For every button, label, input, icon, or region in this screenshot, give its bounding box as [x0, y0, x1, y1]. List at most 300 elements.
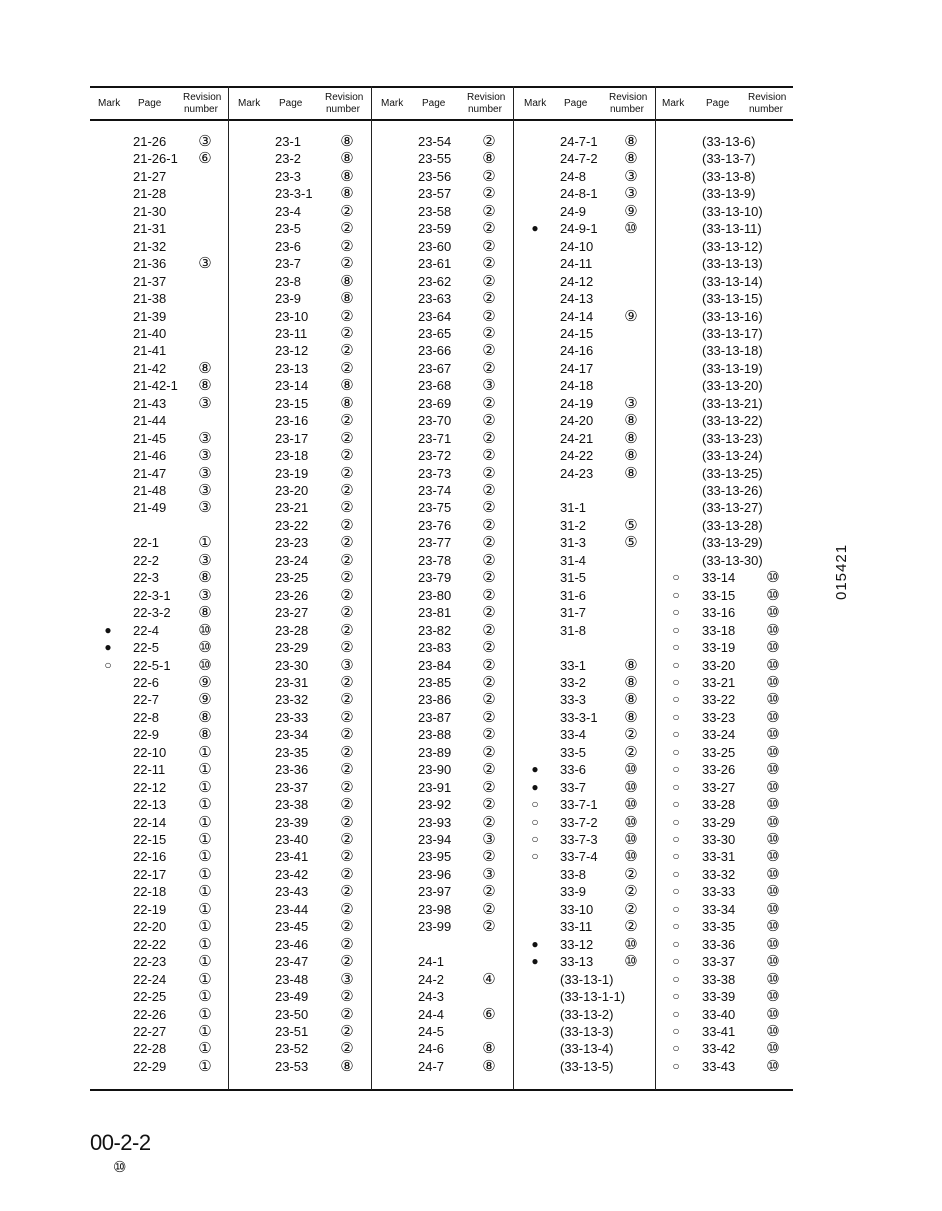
revision-number-cell: ⑩ — [624, 813, 638, 831]
revision-number-cell: ② — [482, 761, 496, 779]
revision-number-cell: ② — [482, 639, 496, 657]
page-cell: 24-1 — [418, 954, 445, 970]
table-row — [90, 499, 228, 516]
table-row — [514, 517, 652, 534]
page-cell: 24-9-1 — [560, 221, 598, 237]
page-cell: 23-70 — [418, 413, 452, 429]
page-cell: (33-13-21) — [702, 395, 763, 411]
table-row — [514, 220, 652, 237]
table-row — [656, 848, 794, 865]
page-cell: 23-64 — [418, 308, 452, 324]
table-row — [90, 1040, 228, 1057]
table-row — [656, 377, 794, 394]
table-row — [372, 220, 510, 237]
page-cell: 24-11 — [560, 256, 593, 272]
table-row — [229, 726, 367, 743]
revision-number-cell: ⑩ — [766, 1022, 780, 1040]
table-row — [229, 639, 367, 656]
revision-number-cell: ⑩ — [624, 761, 638, 779]
revision-number-cell: ② — [482, 604, 496, 622]
table-row — [90, 290, 228, 307]
revision-number-cell: ⑧ — [624, 429, 638, 447]
table-row — [372, 517, 510, 534]
page-cell: (33-13-18) — [702, 343, 763, 359]
table-row — [656, 587, 794, 604]
table-row — [229, 988, 367, 1005]
revision-number-cell: ② — [482, 778, 496, 796]
open-circle-mark-icon: ○ — [104, 657, 112, 672]
revision-number-cell: ③ — [198, 447, 212, 465]
table-row — [514, 360, 652, 377]
open-circle-mark-icon: ○ — [672, 674, 680, 689]
page-cell: 23-13 — [275, 360, 309, 376]
revision-number-cell: ⑩ — [624, 796, 638, 814]
page-cell: 22-20 — [133, 919, 167, 935]
page-cell: 21-41 — [133, 343, 167, 359]
table-row — [656, 534, 794, 551]
page-cell: (33-13-17) — [702, 325, 763, 341]
revision-number-cell: ⑩ — [624, 220, 638, 238]
page-cell: 22-22 — [133, 936, 167, 952]
revision-number-cell: ② — [482, 848, 496, 866]
table-row — [514, 866, 652, 883]
page-cell: 23-93 — [418, 814, 452, 830]
header-top-rule — [90, 86, 793, 88]
table-row — [229, 814, 367, 831]
page-cell: 33-7 — [560, 779, 587, 795]
table-row — [229, 133, 367, 150]
table-row — [229, 901, 367, 918]
page-cell: 33-24 — [702, 727, 736, 743]
table-row — [372, 674, 510, 691]
table-row — [514, 918, 652, 935]
open-circle-mark-icon: ○ — [672, 744, 680, 759]
page-cell: 21-27 — [133, 168, 167, 184]
page-cell: 21-37 — [133, 273, 167, 289]
table-row — [229, 657, 367, 674]
revision-number-cell: ⑧ — [198, 359, 212, 377]
page-cell: 21-45 — [133, 430, 167, 446]
page-cell: 23-12 — [275, 343, 309, 359]
revision-number-cell: ② — [340, 761, 354, 779]
page-cell: 23-83 — [418, 640, 452, 656]
table-row — [229, 499, 367, 516]
page-cell: 21-46 — [133, 448, 167, 464]
page-cell: 23-77 — [418, 535, 452, 551]
page-cell: 23-33 — [275, 709, 309, 725]
table-row — [372, 430, 510, 447]
table-row — [90, 953, 228, 970]
table-row — [372, 604, 510, 621]
page-cell: 23-20 — [275, 483, 309, 498]
table-row — [656, 325, 794, 342]
page-cell: 33-7-4 — [560, 849, 598, 865]
table-row — [656, 657, 794, 674]
table-row — [372, 988, 510, 1005]
page-cell: 21-28 — [133, 186, 167, 202]
revision-number-cell: ② — [340, 708, 354, 726]
table-row — [372, 1023, 510, 1040]
table-row — [90, 691, 228, 708]
revision-number-cell: ① — [198, 970, 212, 988]
revision-number-cell: ② — [482, 167, 496, 185]
open-circle-mark-icon: ○ — [672, 1058, 680, 1073]
revision-number-cell: ② — [482, 621, 496, 639]
revision-number-cell: ⑧ — [482, 1040, 496, 1058]
open-circle-mark-icon: ○ — [672, 587, 680, 602]
page-cell: 22-25 — [133, 989, 167, 1005]
header-page-label: Page — [138, 98, 162, 109]
revision-number-cell: ② — [340, 813, 354, 831]
filled-circle-mark-icon: ● — [531, 221, 539, 236]
page-cell: (33-13-3) — [560, 1023, 614, 1039]
revision-number-cell: ③ — [624, 185, 638, 203]
table-row — [656, 430, 794, 447]
revision-number-cell: ⑩ — [624, 831, 638, 848]
page-cell: 21-42-1 — [133, 378, 178, 394]
filled-circle-mark-icon: ● — [104, 622, 112, 637]
revision-number-cell: ⑧ — [198, 604, 212, 622]
page-cell: 33-41 — [702, 1023, 736, 1039]
revision-number-cell: ③ — [198, 551, 212, 569]
revision-number-cell: ⑩ — [766, 988, 780, 1006]
revision-number-cell: ② — [340, 1022, 354, 1040]
page-cell: 22-3-1 — [133, 587, 171, 603]
table-row — [514, 622, 652, 639]
page-cell: 23-43 — [275, 884, 309, 900]
table-row — [229, 395, 367, 412]
revision-number-cell: ⑧ — [624, 691, 638, 709]
revision-number-cell: ⑧ — [340, 1057, 354, 1075]
table-row — [90, 168, 228, 185]
revision-number-cell: ② — [482, 516, 496, 534]
page-cell: (33-13-13) — [702, 256, 763, 272]
page-cell: 23-48 — [275, 971, 309, 987]
table-row — [372, 185, 510, 202]
page-cell: 23-29 — [275, 640, 309, 656]
page-cell: 24-13 — [560, 291, 594, 307]
revision-number-cell: ① — [198, 865, 212, 883]
table-row — [229, 866, 367, 883]
table-row — [514, 953, 652, 970]
revision-number-cell: ② — [482, 673, 496, 691]
open-circle-mark-icon: ○ — [672, 936, 680, 951]
table-row — [514, 342, 652, 359]
revision-number-cell: ② — [340, 586, 354, 604]
page-cell: (33-13-6) — [702, 134, 756, 149]
table-row — [229, 622, 367, 639]
page-cell: 33-7-3 — [560, 832, 598, 847]
table-row — [229, 744, 367, 761]
revision-number-cell: ⑩ — [766, 586, 780, 604]
page-cell: 33-20 — [702, 657, 736, 673]
table-row — [90, 587, 228, 604]
table-row — [90, 377, 228, 394]
table-row — [229, 203, 367, 220]
revision-number-cell: ⑩ — [624, 953, 638, 971]
revision-number-cell: ② — [340, 1005, 354, 1023]
table-row — [90, 220, 228, 237]
filled-circle-mark-icon: ● — [531, 936, 539, 951]
page-cell: 23-5 — [275, 221, 302, 237]
open-circle-mark-icon: ○ — [672, 814, 680, 829]
open-circle-mark-icon: ○ — [672, 797, 680, 812]
page-cell: 24-23 — [560, 465, 594, 481]
table-row — [372, 447, 510, 464]
page-cell: 23-84 — [418, 657, 452, 673]
table-row — [90, 936, 228, 953]
table-row — [229, 918, 367, 935]
page-cell: 21-38 — [133, 291, 167, 307]
page-cell: 33-15 — [702, 587, 736, 603]
table-row — [229, 848, 367, 865]
table-row — [229, 482, 367, 499]
header-page-label: Page — [279, 98, 303, 109]
revision-number-cell: ⑥ — [482, 1005, 496, 1023]
page-cell: 23-81 — [418, 605, 452, 621]
table-row — [90, 639, 228, 656]
table-row — [656, 168, 794, 185]
revision-number-cell: ⑩ — [766, 778, 780, 796]
page-cell: 33-23 — [702, 709, 736, 725]
page-cell: 23-31 — [275, 674, 309, 690]
table-row — [514, 691, 652, 708]
page-cell: 33-19 — [702, 640, 736, 656]
table-row — [514, 447, 652, 464]
page-cell: 23-1 — [275, 134, 302, 149]
page-cell: 23-6 — [275, 238, 302, 254]
revision-number-cell: ④ — [482, 970, 496, 988]
table-row — [514, 534, 652, 551]
revision-number-cell: ⑩ — [766, 673, 780, 691]
revision-number-cell: ⑧ — [340, 377, 354, 395]
table-row — [514, 831, 652, 848]
table-row — [514, 1040, 652, 1057]
table-row — [656, 308, 794, 325]
revision-number-cell: ⑩ — [198, 639, 212, 657]
revision-number-cell: ② — [482, 220, 496, 238]
page-cell: (33-13-14) — [702, 273, 763, 289]
revision-number-cell: ⑩ — [766, 865, 780, 883]
revision-number-cell: ② — [340, 412, 354, 430]
revision-number-cell: ⑩ — [766, 726, 780, 744]
page-cell: 23-86 — [418, 692, 452, 708]
header-mark-label: Mark — [381, 98, 404, 109]
table-row — [229, 953, 367, 970]
page-cell: 23-80 — [418, 587, 452, 603]
page-cell: 23-27 — [275, 605, 309, 621]
table-row — [514, 901, 652, 918]
table-row — [514, 552, 652, 569]
revision-number-cell: ② — [340, 220, 354, 238]
page-cell: (33-13-26) — [702, 483, 763, 498]
page-cell: 22-15 — [133, 832, 167, 847]
table-row — [90, 901, 228, 918]
table-row — [656, 342, 794, 359]
filled-circle-mark-icon: ● — [531, 779, 539, 794]
table-row — [656, 517, 794, 534]
table-row — [372, 150, 510, 167]
revision-number-cell: ② — [482, 796, 496, 814]
table-row — [229, 308, 367, 325]
page-cell: 23-17 — [275, 430, 309, 446]
page-cell: 23-63 — [418, 291, 452, 307]
page-cell: 23-35 — [275, 744, 309, 760]
page-cell: 23-78 — [418, 552, 452, 568]
table-row — [372, 639, 510, 656]
table-row — [514, 238, 652, 255]
page-cell: 23-61 — [418, 256, 452, 272]
table-row — [229, 674, 367, 691]
page-cell: 24-7-2 — [560, 151, 598, 167]
table-row — [656, 1006, 794, 1023]
table-row — [90, 255, 228, 272]
table-row — [90, 185, 228, 202]
page-cell: 24-18 — [560, 378, 594, 394]
table-row — [372, 848, 510, 865]
revision-number-cell: ① — [198, 831, 212, 848]
page-cell: 22-1 — [133, 535, 160, 551]
table-row — [514, 709, 652, 726]
revision-number-cell: ② — [340, 464, 354, 482]
table-row — [372, 133, 510, 150]
page-cell: 23-57 — [418, 186, 452, 202]
page-cell: 21-39 — [133, 308, 167, 324]
open-circle-mark-icon: ○ — [672, 989, 680, 1004]
page-cell: 22-27 — [133, 1023, 167, 1039]
page-cell: 33-14 — [702, 570, 736, 586]
page-cell: 24-7 — [418, 1058, 445, 1074]
revision-number-cell: ⑤ — [624, 516, 638, 534]
page-cell: (33-13-1-1) — [560, 989, 626, 1005]
revision-number-cell: ⑧ — [340, 290, 354, 308]
page-cell: 23-8 — [275, 273, 302, 289]
page-cell: 24-16 — [560, 343, 594, 359]
table-row — [656, 674, 794, 691]
table-row — [90, 744, 228, 761]
revision-number-cell: ① — [198, 848, 212, 866]
page-cell: 21-26 — [133, 134, 167, 149]
table-row — [229, 1040, 367, 1057]
revision-number-cell: ② — [340, 743, 354, 761]
page-cell: 33-28 — [702, 797, 736, 813]
page-cell: 24-14 — [560, 308, 594, 324]
page-cell: 22-17 — [133, 866, 167, 882]
table-row — [229, 517, 367, 534]
page-cell: 23-99 — [418, 919, 452, 935]
table-row — [90, 726, 228, 743]
table-row — [656, 360, 794, 377]
revision-number-cell: ③ — [198, 133, 212, 150]
revision-number-cell: ② — [624, 900, 638, 918]
table-row — [229, 465, 367, 482]
page-cell: 23-45 — [275, 919, 309, 935]
page-cell: 23-38 — [275, 797, 309, 813]
page-cell: 23-98 — [418, 901, 452, 917]
table-row — [229, 971, 367, 988]
table-row — [90, 988, 228, 1005]
open-circle-mark-icon: ○ — [672, 1006, 680, 1021]
page-cell: 22-28 — [133, 1041, 167, 1057]
page-cell: 23-11 — [275, 325, 308, 341]
revision-number-cell: ① — [198, 534, 212, 552]
table-row — [514, 465, 652, 482]
header-revision-number-label: number — [610, 104, 644, 115]
table-row — [514, 988, 652, 1005]
revision-number-cell: ⑧ — [340, 150, 354, 168]
page-cell: 21-30 — [133, 203, 167, 219]
table-row — [372, 273, 510, 290]
page-cell: 23-97 — [418, 884, 452, 900]
table-row — [656, 395, 794, 412]
table-row — [656, 1040, 794, 1057]
revision-number-cell: ⑩ — [766, 1040, 780, 1058]
table-row — [229, 255, 367, 272]
table-row — [372, 238, 510, 255]
revision-number-cell: ② — [482, 482, 496, 499]
table-row — [229, 796, 367, 813]
page-cell: 23-16 — [275, 413, 309, 429]
revision-number-cell: ⑩ — [766, 1057, 780, 1075]
revision-number-cell: ⑩ — [766, 639, 780, 657]
page-cell: (33-13-2) — [560, 1006, 614, 1022]
page-cell: 23-79 — [418, 570, 452, 586]
table-row — [514, 185, 652, 202]
revision-number-cell: ③ — [340, 656, 354, 674]
table-row — [90, 552, 228, 569]
revision-number-cell: ② — [340, 778, 354, 796]
page-cell: 23-18 — [275, 448, 309, 464]
page-cell: 22-26 — [133, 1006, 167, 1022]
page-cell: 21-36 — [133, 256, 167, 272]
table-row — [514, 936, 652, 953]
table-row — [229, 761, 367, 778]
page-cell: 24-6 — [418, 1041, 445, 1057]
page-cell: (33-13-22) — [702, 413, 763, 429]
table-row — [90, 342, 228, 359]
revision-number-cell: ② — [482, 708, 496, 726]
page-cell: 33-7-2 — [560, 814, 598, 830]
table-row — [656, 150, 794, 167]
table-row — [229, 377, 367, 394]
table-row — [229, 430, 367, 447]
page-cell: 24-21 — [560, 430, 594, 446]
revision-number-cell: ⑩ — [766, 743, 780, 761]
page-cell: 22-6 — [133, 674, 160, 690]
page-cell: 21-31 — [133, 221, 167, 237]
page-cell: 23-40 — [275, 832, 309, 847]
open-circle-mark-icon: ○ — [672, 1041, 680, 1056]
page-cell: 24-10 — [560, 238, 594, 254]
open-circle-mark-icon: ○ — [531, 849, 539, 864]
revision-number-cell: ⑧ — [624, 673, 638, 691]
page-cell: 24-8 — [560, 168, 587, 184]
page-cell: 23-3 — [275, 168, 302, 184]
revision-number-cell: ② — [482, 237, 496, 255]
table-row — [656, 639, 794, 656]
revision-number-cell: ② — [482, 743, 496, 761]
page-cell: 23-28 — [275, 622, 309, 638]
table-row — [229, 168, 367, 185]
page-cell: 22-7 — [133, 692, 160, 708]
page-cell: 22-8 — [133, 709, 160, 725]
table-row — [90, 848, 228, 865]
revision-number-cell: ① — [198, 918, 212, 936]
page-cell: (33-13-27) — [702, 500, 763, 516]
open-circle-mark-icon: ○ — [672, 954, 680, 969]
revision-number-cell: ② — [482, 342, 496, 360]
revision-number-cell: ③ — [198, 482, 212, 499]
